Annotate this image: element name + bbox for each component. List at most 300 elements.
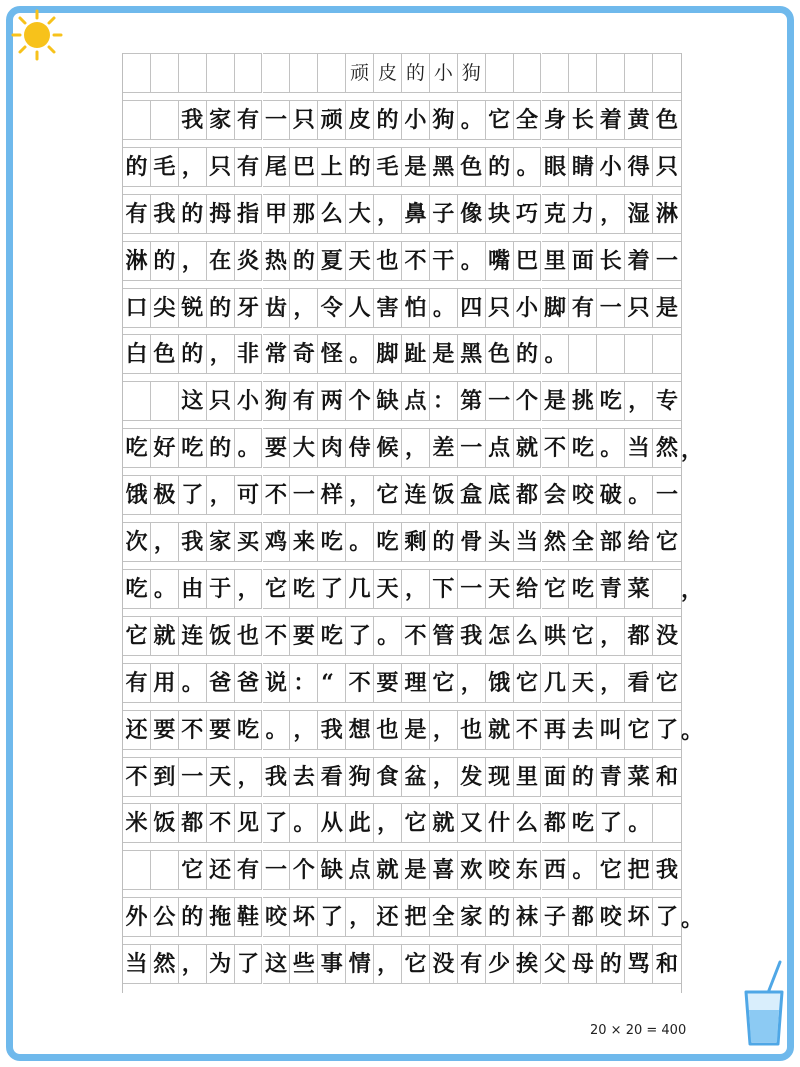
grid-cell: 它 (514, 663, 542, 703)
grid-cell: 再 (542, 710, 570, 750)
grid-row (123, 897, 681, 937)
grid-cell: 。 (179, 663, 207, 703)
grid-cell: “ (318, 663, 346, 703)
grid-cell: ， (179, 241, 207, 281)
grid-cell: 不 (123, 757, 151, 797)
grid-row (123, 569, 681, 609)
grid-cell: 咬 (486, 850, 514, 890)
grid-cell: 我 (151, 194, 179, 234)
grid-cell: 这 (263, 944, 291, 984)
grid-cell: 要 (263, 428, 291, 468)
grid-cell: 家 (458, 897, 486, 937)
grid-cell (514, 53, 542, 93)
grid-cell (653, 803, 681, 843)
grid-cell: 极 (151, 475, 179, 515)
composition-grid-sheet (122, 53, 682, 993)
grid-cell: 个 (346, 381, 374, 421)
grid-cell: 它 (123, 616, 151, 656)
grid-cell: 一 (458, 569, 486, 609)
grid-cell: 令 (318, 288, 346, 328)
grid-cell: 它 (179, 850, 207, 890)
grid-cell: ： (290, 663, 318, 703)
grid-cell: 外 (123, 897, 151, 937)
grid-row (123, 288, 681, 328)
grid-cell: 喜 (430, 850, 458, 890)
grid-cell (290, 53, 318, 93)
grid-cell: 长 (597, 241, 625, 281)
grid-cell: 了 (318, 897, 346, 937)
grid-cell: 了 (263, 803, 291, 843)
grid-cell: 都 (542, 803, 570, 843)
grid-cell: 于 (207, 569, 235, 609)
grid-cell: 从 (318, 803, 346, 843)
grid-cell: 骨 (458, 522, 486, 562)
grid-cell: 白 (123, 334, 151, 374)
grid-cell: 小 (402, 100, 430, 140)
grid-cell: 专 (653, 381, 681, 421)
grid-cell: 要 (290, 616, 318, 656)
grid-cell: 只 (653, 147, 681, 187)
grid-cell: 里 (542, 241, 570, 281)
grid-cell: 不 (402, 241, 430, 281)
grid-row (123, 475, 681, 515)
grid-cell: 那 (290, 194, 318, 234)
grid-cell: 也 (374, 710, 402, 750)
grid-cell: ， (597, 663, 625, 703)
grid-cell: 淋 (653, 194, 681, 234)
grid-cell: 见 (235, 803, 263, 843)
grid-cell: 饿 (123, 475, 151, 515)
grid-cell: 坏 (290, 897, 318, 937)
grid-cell: ， (346, 475, 374, 515)
grid-cell: 一 (263, 100, 291, 140)
grid-cell: 没 (430, 944, 458, 984)
grid-cell: 色 (151, 334, 179, 374)
grid-cell (151, 53, 179, 93)
grid-cell: 的 (514, 334, 542, 374)
grid-cell: 母 (569, 944, 597, 984)
grid-cell: 它 (569, 616, 597, 656)
grid-cell: 的 (402, 53, 430, 93)
margin-punctuation: 。 (681, 718, 704, 745)
grid-row (123, 850, 681, 890)
grid-cell: 西 (542, 850, 570, 890)
grid-cell: 只 (207, 381, 235, 421)
grid-cell: 欢 (458, 850, 486, 890)
grid-cell: 。 (151, 569, 179, 609)
grid-cell: ， (430, 710, 458, 750)
grid-cell: 是 (402, 710, 430, 750)
grid-cell: 我 (179, 522, 207, 562)
grid-cell (151, 100, 179, 140)
grid-cell: 不 (263, 616, 291, 656)
grid-cell: 。 (290, 803, 318, 843)
grid-cell: 了 (318, 569, 346, 609)
grid-cell: 样 (318, 475, 346, 515)
grid-cell: 连 (402, 475, 430, 515)
grid-row (123, 663, 681, 703)
grid-cell: 青 (597, 569, 625, 609)
grid-cell: 色 (486, 334, 514, 374)
grid-cell: 的 (486, 897, 514, 937)
grid-cell: 破 (597, 475, 625, 515)
grid-cell (542, 53, 570, 93)
grid-cell: 全 (430, 897, 458, 937)
grid-cell: 淋 (123, 241, 151, 281)
grid-cell: 的 (179, 334, 207, 374)
grid-cell: 个 (514, 381, 542, 421)
grid-cell: 。 (625, 475, 653, 515)
grid-cell (569, 53, 597, 93)
grid-cell: 也 (458, 710, 486, 750)
grid-cell: 炎 (235, 241, 263, 281)
grid-cell: 狗 (263, 381, 291, 421)
grid-cell: 的 (123, 147, 151, 187)
grid-cell: 个 (290, 850, 318, 890)
grid-cell (123, 850, 151, 890)
grid-cell (625, 334, 653, 374)
grid-cell: 然 (542, 522, 570, 562)
grid-cell: 一 (653, 475, 681, 515)
grid-cell: 的 (569, 757, 597, 797)
grid-cell: 了 (235, 944, 263, 984)
grid-cell: 害 (374, 288, 402, 328)
grid-cell: 。 (430, 288, 458, 328)
grid-cell: 黑 (458, 334, 486, 374)
grid-cell: 像 (458, 194, 486, 234)
grid-cell: 候 (374, 428, 402, 468)
grid-cell: 着 (625, 241, 653, 281)
grid-cell: 和 (653, 944, 681, 984)
grid-cell (207, 53, 235, 93)
grid-cell: ， (235, 757, 263, 797)
grid-cell: 了 (179, 475, 207, 515)
grid-cell: 挑 (569, 381, 597, 421)
grid-cell: 侍 (346, 428, 374, 468)
grid-cell: 吃 (290, 569, 318, 609)
grid-cell: 看 (625, 663, 653, 703)
grid-cell: 缺 (318, 850, 346, 890)
grid-row (123, 757, 681, 797)
grid-cell (653, 334, 681, 374)
grid-cell: 把 (625, 850, 653, 890)
grid-cell: 天 (374, 569, 402, 609)
grid-cell: 咬 (569, 475, 597, 515)
grid-cell: 然 (151, 944, 179, 984)
grid-cell: 我 (179, 100, 207, 140)
grid-cell: 脚 (374, 334, 402, 374)
grid-cell: 锐 (179, 288, 207, 328)
grid-cell: 它 (263, 569, 291, 609)
grid-cell (486, 53, 514, 93)
grid-cell: 还 (207, 850, 235, 890)
grid-cell: 。 (346, 522, 374, 562)
grid-cell: 菜 (625, 569, 653, 609)
grid-cell: 几 (346, 569, 374, 609)
grid-cell: 和 (653, 757, 681, 797)
grid-cell: 天 (346, 241, 374, 281)
grid-cell: 一 (263, 850, 291, 890)
grid-cell: 它 (597, 850, 625, 890)
grid-cell: 怎 (486, 616, 514, 656)
grid-cell: 东 (514, 850, 542, 890)
grid-cell: 差 (430, 428, 458, 468)
grid-cell: ， (374, 194, 402, 234)
grid-cell: 么 (514, 803, 542, 843)
grid-cell: 大 (290, 428, 318, 468)
grid-cell: 去 (569, 710, 597, 750)
grid-cell: 有 (569, 288, 597, 328)
grid-cell: 巧 (514, 194, 542, 234)
grid-cell: ， (346, 897, 374, 937)
grid-cell: 我 (318, 710, 346, 750)
grid-cell: 一 (458, 428, 486, 468)
grid-cell: 的 (430, 522, 458, 562)
grid-cell: 叫 (597, 710, 625, 750)
grid-cell (151, 381, 179, 421)
grid-cell: 块 (486, 194, 514, 234)
grid-cell (653, 53, 681, 93)
grid-cell: 都 (179, 803, 207, 843)
grid-cell: 。 (458, 100, 486, 140)
grid-cell: 全 (569, 522, 597, 562)
grid-cell: 的 (151, 241, 179, 281)
grid-cell: 狗 (430, 100, 458, 140)
grid-cell: 。 (346, 334, 374, 374)
grid-cell: 拇 (207, 194, 235, 234)
grid-cell: 吃 (318, 522, 346, 562)
grid-cell: 的 (207, 288, 235, 328)
grid-cell (597, 53, 625, 93)
grid-cell: 有 (235, 100, 263, 140)
grid-count-footer: 20 × 20 = 400 (590, 1023, 687, 1038)
grid-cell: 会 (542, 475, 570, 515)
grid-cell: 我 (653, 850, 681, 890)
grid-cell: 它 (625, 710, 653, 750)
grid-cell: 有 (290, 381, 318, 421)
grid-cell: 。 (235, 428, 263, 468)
grid-cell: ， (179, 147, 207, 187)
grid-cell: 就 (514, 428, 542, 468)
grid-cell: 皮 (374, 53, 402, 93)
grid-cell: 了 (346, 616, 374, 656)
grid-cell: 情 (346, 944, 374, 984)
grid-cell: 哄 (542, 616, 570, 656)
grid-cell: 它 (374, 475, 402, 515)
grid-cell: 都 (514, 475, 542, 515)
grid-cell: ， (151, 522, 179, 562)
grid-row (123, 241, 681, 281)
title-row (123, 53, 681, 93)
grid-cell: 甲 (263, 194, 291, 234)
grid-cell: 它 (653, 663, 681, 703)
grid-row (123, 428, 681, 468)
grid-cell: 事 (318, 944, 346, 984)
grid-cell: 巴 (514, 241, 542, 281)
grid-cell (625, 53, 653, 93)
grid-cell: ， (207, 334, 235, 374)
grid-cell: ， (458, 663, 486, 703)
grid-row (123, 522, 681, 562)
grid-cell: 顽 (346, 53, 374, 93)
grid-cell: 些 (290, 944, 318, 984)
grid-cell: 这 (179, 381, 207, 421)
grid-cell: 干 (430, 241, 458, 281)
grid-cell: 饿 (486, 663, 514, 703)
grid-cell: 怕 (402, 288, 430, 328)
grid-cell: 的 (179, 897, 207, 937)
grid-cell: 毛 (374, 147, 402, 187)
grid-cell: 连 (179, 616, 207, 656)
grid-cell: 面 (542, 757, 570, 797)
grid-cell: 次 (123, 522, 151, 562)
grid-cell: ， (402, 428, 430, 468)
grid-cell: ， (597, 194, 625, 234)
grid-cell: 来 (290, 522, 318, 562)
grid-cell: 就 (430, 803, 458, 843)
grid-cell: 天 (207, 757, 235, 797)
grid-cell: 我 (458, 616, 486, 656)
grid-cell: 一 (653, 241, 681, 281)
grid-cell: 管 (430, 616, 458, 656)
grid-cell: ， (290, 710, 318, 750)
grid-cell: 就 (486, 710, 514, 750)
grid-cell: ， (402, 569, 430, 609)
grid-cell: 人 (346, 288, 374, 328)
grid-cell: 说 (263, 663, 291, 703)
grid-cell: 里 (514, 757, 542, 797)
grid-cell: 饭 (207, 616, 235, 656)
grid-cell: 。 (569, 850, 597, 890)
grid-cell: 天 (569, 663, 597, 703)
grid-cell: 我 (263, 757, 291, 797)
grid-cell: 缺 (374, 381, 402, 421)
margin-punctuation: 。 (681, 905, 704, 932)
grid-cell: 有 (123, 194, 151, 234)
grid-cell: 么 (318, 194, 346, 234)
grid-cell: 了 (653, 897, 681, 937)
grid-cell: 脚 (542, 288, 570, 328)
grid-cell: ： (430, 381, 458, 421)
grid-cell: 不 (207, 803, 235, 843)
grid-cell: 全 (514, 100, 542, 140)
grid-cell: 买 (235, 522, 263, 562)
grid-cell: 两 (318, 381, 346, 421)
grid-cell: 是 (430, 334, 458, 374)
grid-cell: 是 (542, 381, 570, 421)
grid-cell: 有 (235, 850, 263, 890)
grid-cell: 小 (235, 381, 263, 421)
grid-cell: ， (374, 803, 402, 843)
grid-cell: 是 (402, 850, 430, 890)
grid-row (123, 944, 681, 984)
grid-cell: 盒 (458, 475, 486, 515)
grid-cell: 把 (402, 897, 430, 937)
grid-cell: 没 (653, 616, 681, 656)
grid-row (123, 100, 681, 140)
grid-cell: 湿 (625, 194, 653, 234)
grid-cell: 一 (179, 757, 207, 797)
grid-cell: 父 (542, 944, 570, 984)
grid-cell: 身 (542, 100, 570, 140)
grid-cell: 尾 (263, 147, 291, 187)
grid-cell: 皮 (346, 100, 374, 140)
grid-cell: 盆 (402, 757, 430, 797)
grid-cell: 剩 (402, 522, 430, 562)
grid-cell: 。 (542, 334, 570, 374)
grid-cell: 咬 (263, 897, 291, 937)
grid-cell: 部 (597, 522, 625, 562)
grid-cell: ， (235, 569, 263, 609)
grid-cell: 青 (597, 757, 625, 797)
grid-cell: ， (207, 475, 235, 515)
grid-cell: 袜 (514, 897, 542, 937)
grid-cell: 狗 (458, 53, 486, 93)
grid-cell: 吃 (374, 522, 402, 562)
grid-cell: 吃 (569, 569, 597, 609)
grid-cell: 当 (625, 428, 653, 468)
grid-cell: 第 (458, 381, 486, 421)
grid-cell: 吃 (123, 569, 151, 609)
grid-cell: 怪 (318, 334, 346, 374)
grid-row (123, 194, 681, 234)
grid-cell: 点 (346, 850, 374, 890)
grid-cell: 色 (653, 100, 681, 140)
grid-cell: 爸 (207, 663, 235, 703)
grid-cell: 只 (290, 100, 318, 140)
grid-cell: 然 (653, 428, 681, 468)
grid-cell: 米 (123, 803, 151, 843)
grid-cell: 饭 (151, 803, 179, 843)
grid-cell: 底 (486, 475, 514, 515)
grid-cell: 巴 (290, 147, 318, 187)
grid-cell: ， (597, 616, 625, 656)
grid-cell: 看 (318, 757, 346, 797)
grid-cell: 不 (346, 663, 374, 703)
grid-row (123, 710, 681, 750)
grid-cell: 不 (263, 475, 291, 515)
grid-cell: 色 (458, 147, 486, 187)
grid-cell: 就 (151, 616, 179, 656)
grid-cell: 牙 (235, 288, 263, 328)
grid-cell: 是 (653, 288, 681, 328)
grid-cell: 吃 (235, 710, 263, 750)
grid-cell: 吃 (123, 428, 151, 468)
grid-cell: ， (374, 944, 402, 984)
drink-cup-icon (740, 958, 788, 1048)
grid-cell: 咬 (597, 897, 625, 937)
grid-row (123, 381, 681, 421)
grid-cell: 家 (207, 522, 235, 562)
grid-cell: 不 (179, 710, 207, 750)
grid-cell: 要 (151, 710, 179, 750)
grid-cell: 鞋 (235, 897, 263, 937)
grid-cell: 坏 (625, 897, 653, 937)
grid-cell: 黑 (430, 147, 458, 187)
grid-cell: ， (179, 944, 207, 984)
grid-cell: 子 (430, 194, 458, 234)
grid-cell: 一 (486, 381, 514, 421)
grid-cell: 为 (207, 944, 235, 984)
grid-cell: 想 (346, 710, 374, 750)
grid-cell: 长 (569, 100, 597, 140)
grid-cell: 用 (151, 663, 179, 703)
grid-cell: 。 (514, 147, 542, 187)
grid-cell: 可 (235, 475, 263, 515)
grid-cell: 了 (597, 803, 625, 843)
grid-cell: 热 (263, 241, 291, 281)
grid-cell: 口 (123, 288, 151, 328)
